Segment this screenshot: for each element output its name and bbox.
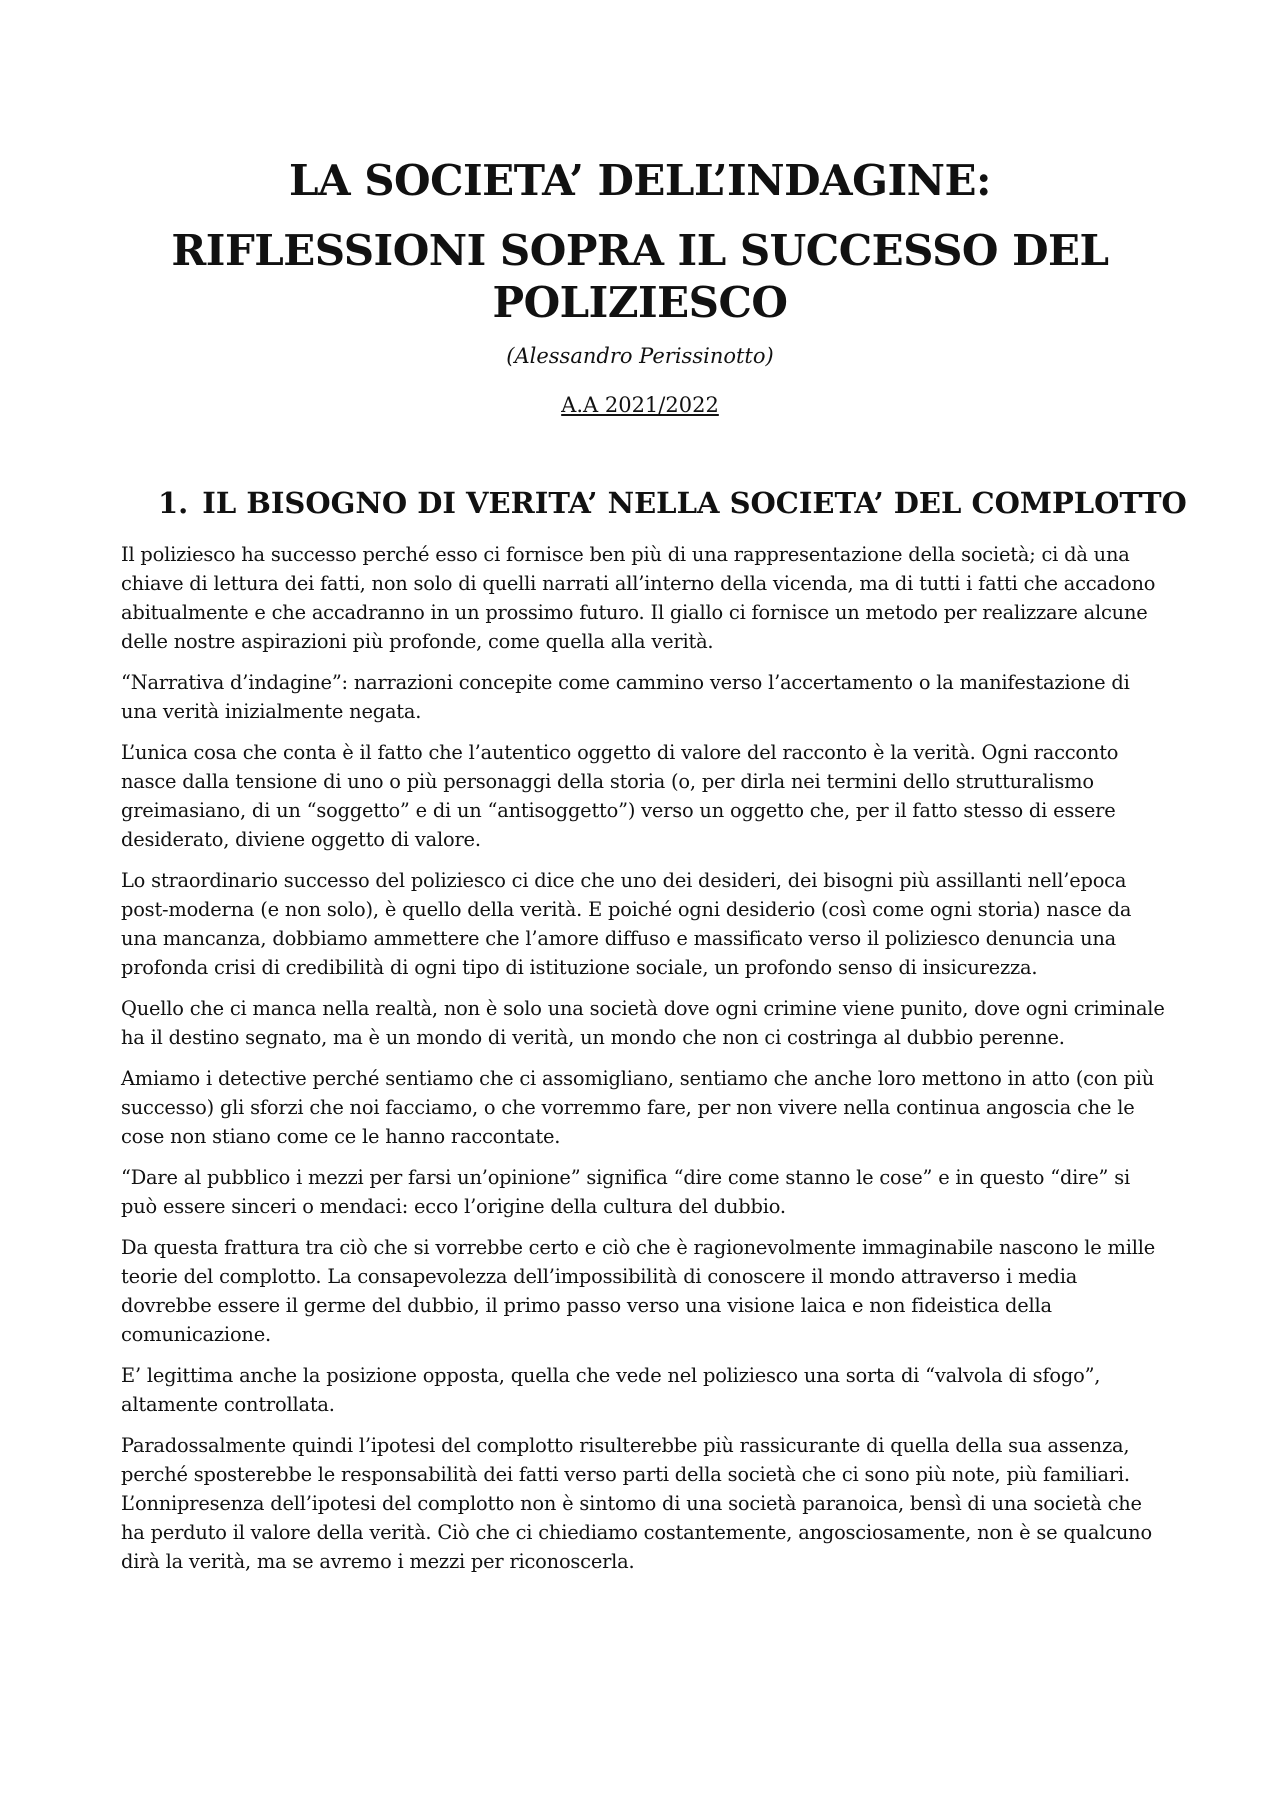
academic-year-line xyxy=(0,391,1280,419)
academic-year: A.A 2021/2022 xyxy=(561,393,719,417)
paragraph: L’unica cosa che conta è il fatto che l’autentico oggetto di valore del racconto è la verità. Ogni racconto nasce dalla tensione di uno o più personaggi della storia (o, per dirla nei termini dello strutturalismo greimasiano, di un “soggetto” e di un “antisoggetto”) verso un oggetto che, per il fatto stesso di essere desiderato, diviene oggetto di valore. xyxy=(121,741,1119,851)
paragraph: E’ legittima anche la posizione opposta, quella che vede nel poliziesco una sorta di “valvola di sfogo”, altamente controllata. xyxy=(121,1364,1101,1416)
section-heading-text: IL BISOGNO DI VERITA’ NELLA SOCIETA’ DEL COMPLOTTO xyxy=(202,486,1187,520)
paragraph: Amiamo i detective perché sentiamo che ci assomigliano, sentiamo che anche loro mettono in atto (con più successo) gli sforzi che noi facciamo, o che vorremmo fare, per non vivere nella continua angoscia che le cose non stiano come ce le hanno raccontate. xyxy=(121,1067,1155,1148)
paragraph: Quello che ci manca nella realtà, non è solo una società dove ogni crimine viene punito, dove ogni criminale ha il destino segnato, ma è un mondo di verità, un mondo che non ci costringa al dubbio perenne. xyxy=(121,997,1165,1049)
paragraph: Paradossalmente quindi l’ipotesi del complotto risulterebbe più rassicurante di quella della sua assenza, perché sposterebbe le responsabilità dei fatti verso parti della società che ci sono più note, più familiari. L’onnipresenza dell’ipotesi del complotto non è sintomo di una società paranoica, bensì di una società che ha perduto il valore della verità. Ciò che ci chiediamo costantemente, angosciosamente, non è se qualcuno dirà la verità, ma se avremo i mezzi per riconoscerla. xyxy=(121,1434,1152,1573)
paragraph: “Narrativa d’indagine”: narrazioni concepite come cammino verso l’accertamento o la manifestazione di una verità inizialmente negata. xyxy=(121,671,1130,723)
document-title-line-1: LA SOCIETA’ DELL’INDAGINE: xyxy=(288,156,992,205)
author-name: (Alessandro Perissinotto) xyxy=(506,344,774,368)
paragraph: “Dare al pubblico i mezzi per farsi un’opinione” significa “dire come stanno le cose” e in questo “dire” si può essere sinceri o mendaci: ecco l’origine della cultura del dubbio. xyxy=(121,1166,1130,1218)
section-number: 1. xyxy=(158,486,189,520)
paragraph: Lo straordinario successo del poliziesco ci dice che uno dei desideri, dei bisogni più assillanti nell’epoca post-moderna (e non solo), è quello della verità. E poiché ogni desiderio (così come ogni storia) nasce da una mancanza, dobbiamo ammettere che l’amore diffuso e massificato verso il poliziesco denuncia una profonda crisi di credibilità di ogni tipo di istituzione sociale, un profondo senso di insicurezza. xyxy=(121,869,1132,979)
paragraph: Il poliziesco ha successo perché esso ci fornisce ben più di una rappresentazione della società; ci dà una chiave di lettura dei fatti, non solo di quelli narrati all’interno della vicenda, ma di tutti i fatti che accadono abitualmente e che accadranno in un prossimo futuro. Il giallo ci fornisce un metodo per realizzare alcune delle nostre aspirazioni più profonde, come quella alla verità. xyxy=(121,543,1156,653)
paragraph: Da questa frattura tra ciò che si vorrebbe certo e ciò che è ragionevolmente immaginabile nascono le mille teorie del complotto. La consapevolezza dell’impossibilità di conoscere il mondo attraverso i media dovrebbe essere il germe del dubbio, il primo passo verso una visione laica e non fideistica della comunicazione. xyxy=(121,1236,1155,1346)
document-title-line-2: RIFLESSIONI SOPRA IL SUCCESSO DEL POLIZIESCO xyxy=(171,226,1109,327)
section-heading xyxy=(158,483,1208,523)
section-body xyxy=(121,540,1165,1588)
